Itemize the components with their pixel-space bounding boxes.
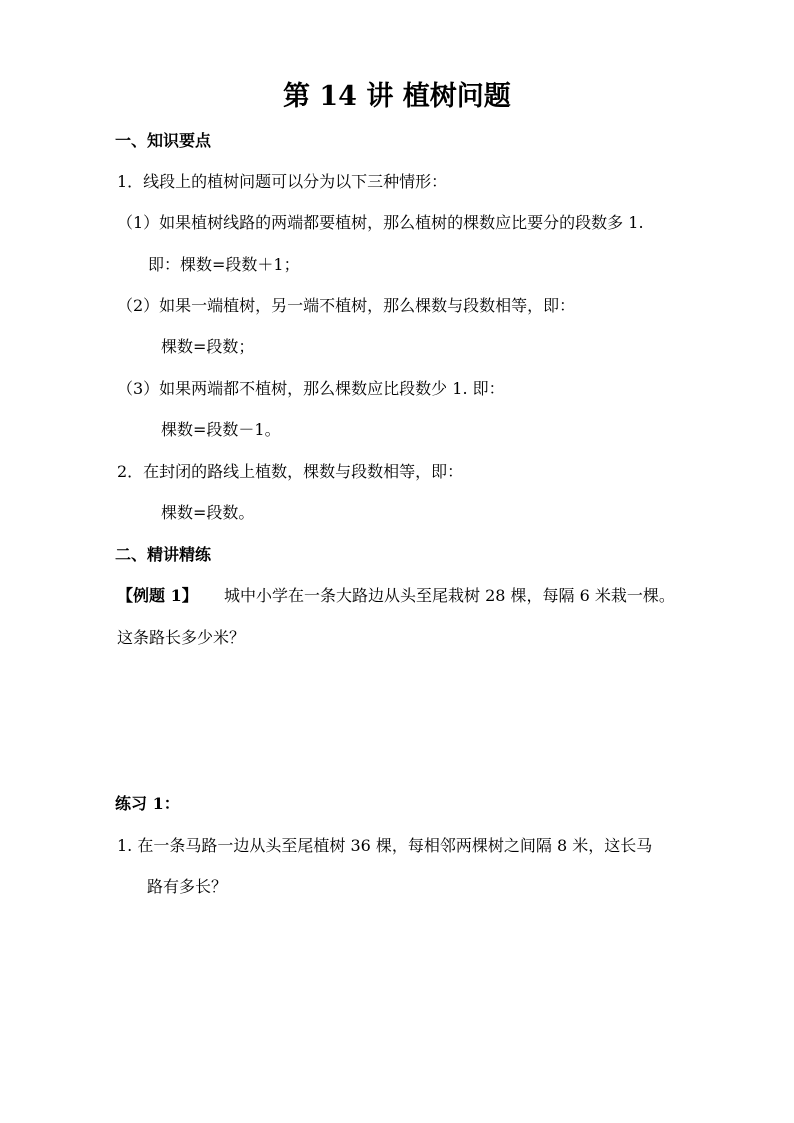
case-1-text: （1）如果植树线路的两端都要植树，那么植树的棵数应比要分的段数多 1. <box>117 213 644 232</box>
case-2-formula: 棵数=段数； <box>161 337 255 356</box>
section-heading-knowledge-points: 一、知识要点 <box>115 131 212 150</box>
knowledge-item-1: 1．线段上的植树问题可以分为以下三种情形： <box>117 172 448 191</box>
case-3-text: （3）如果两端都不植树，那么棵数应比段数少 1. 即： <box>117 379 505 398</box>
case-3-formula: 棵数=段数－1。 <box>161 420 281 439</box>
practice-1-line-1: 1. 在一条马路一边从头至尾植树 36 棵，每相邻两棵树之间隔 8 米，这长马 <box>117 836 653 855</box>
example-1-label: 【例题 1】 <box>117 586 198 605</box>
item-2-formula: 棵数=段数。 <box>161 503 255 522</box>
practice-1-line-2: 路有多长？ <box>147 877 228 896</box>
knowledge-item-2: 2．在封闭的路线上植数，棵数与段数相等，即： <box>117 462 464 481</box>
case-2-text: （2）如果一端植树，另一端不植树，那么棵数与段数相等，即： <box>117 296 576 315</box>
example-1-question-line-2: 这条路长多少米？ <box>117 628 246 647</box>
case-1-formula: 即：棵数=段数＋1； <box>148 255 300 274</box>
example-1-question-line-1: 城中小学在一条大路边从头至尾栽树 28 棵，每隔 6 米栽一棵。 <box>224 586 675 605</box>
practice-heading: 练习 1： <box>115 794 180 813</box>
section-heading-lectures: 二、精讲精练 <box>115 545 212 564</box>
page-title: 第 14 讲 植树问题 <box>283 81 511 112</box>
